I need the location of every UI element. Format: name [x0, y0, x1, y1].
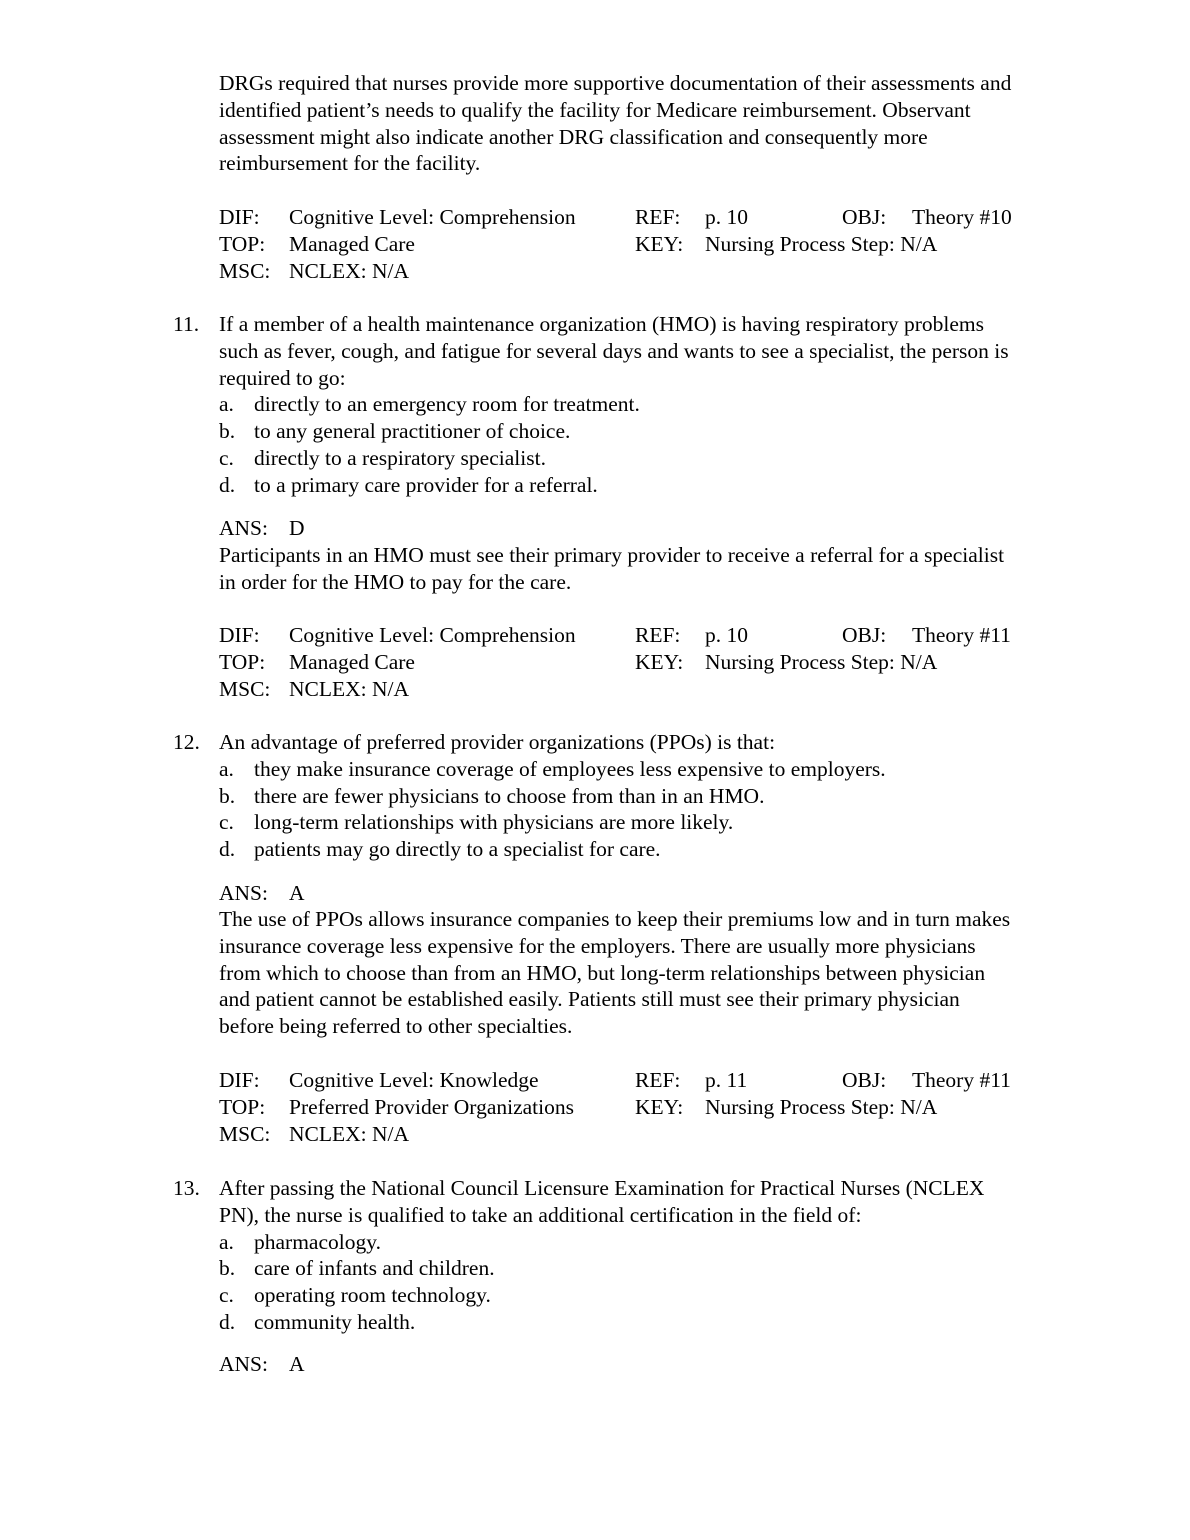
meta-row-msc: [219, 258, 1099, 285]
meta-row-top: [219, 649, 1099, 676]
answer-label: ANS:: [219, 1352, 268, 1376]
msc-value: NCLEX: N/A: [289, 676, 410, 701]
question-number: 11.: [173, 312, 200, 336]
meta-11: [219, 622, 1099, 702]
dif-label: DIF:: [219, 1068, 260, 1092]
option-d: [219, 1309, 1099, 1336]
msc-label: MSC:: [219, 1121, 271, 1146]
option-c: [219, 445, 1099, 472]
obj-label: OBJ:: [842, 623, 887, 647]
obj-label: OBJ:: [842, 1068, 887, 1092]
option-a: [219, 756, 1099, 783]
ref-label: REF:: [635, 1068, 681, 1092]
question-stem: [219, 311, 1099, 499]
key-value: Nursing Process Step: N/A: [705, 1094, 938, 1119]
option-letter: d.: [219, 1309, 236, 1334]
option-b: [219, 1255, 1099, 1282]
rationale-line: before being referred to other specialties.: [219, 1014, 573, 1039]
option-b: [219, 783, 1099, 810]
meta-row-top: [219, 1094, 1099, 1121]
key-value: Nursing Process Step: N/A: [705, 231, 938, 256]
option-b: [219, 418, 1099, 445]
top-label: TOP:: [219, 649, 266, 674]
top-label: TOP:: [219, 1094, 266, 1119]
msc-value: NCLEX: N/A: [289, 1121, 410, 1146]
option-letter: d.: [219, 837, 236, 862]
meta-row-dif: [219, 622, 1099, 649]
rationale-line: and patient cannot be established easily. Patients still must see their primary physician: [219, 987, 960, 1012]
rationale-line: The use of PPOs allows insurance companies to keep their premiums low and in turn makes: [219, 907, 1011, 931]
question-number: 13.: [173, 1176, 200, 1200]
option-letter: b.: [219, 419, 236, 444]
option-text: pharmacology.: [254, 1229, 381, 1254]
rationale-line: DRGs required that nurses provide more supportive documentation of their assessments and: [219, 71, 1012, 95]
dif-label: DIF:: [219, 205, 260, 229]
option-text: long-term relationships with physicians are more likely.: [254, 810, 734, 835]
option-letter: c.: [219, 445, 234, 470]
key-label: KEY:: [635, 649, 684, 674]
key-value: Nursing Process Step: N/A: [705, 649, 938, 674]
option-text: care of infants and children.: [254, 1256, 495, 1281]
option-letter: d.: [219, 472, 236, 497]
obj-label: OBJ:: [842, 205, 887, 229]
option-text: they make insurance coverage of employees less expensive to employers.: [254, 756, 886, 781]
option-c: [219, 1282, 1099, 1309]
option-a: [219, 391, 1099, 418]
top-value: Preferred Provider Organizations: [289, 1094, 574, 1119]
stem-line: required to go:: [219, 365, 346, 390]
option-letter: b.: [219, 783, 236, 808]
msc-value: NCLEX: N/A: [289, 258, 410, 283]
meta-row-top: [219, 231, 1099, 258]
obj-value: Theory #10: [912, 205, 1012, 229]
msc-label: MSC:: [219, 258, 271, 283]
rationale-line: from which to choose than from an HMO, but long-term relationships between physician: [219, 960, 986, 985]
ref-label: REF:: [635, 205, 681, 229]
ref-label: REF:: [635, 623, 681, 647]
option-a: [219, 1229, 1099, 1256]
option-letter: a.: [219, 756, 234, 781]
top-value: Managed Care: [289, 649, 415, 674]
top-value: Managed Care: [289, 231, 415, 256]
key-label: KEY:: [635, 231, 684, 256]
meta-row-dif: [219, 1067, 1099, 1094]
meta-12: [219, 1067, 1099, 1147]
rationale-line: assessment might also indicate another DRG classification and consequently more: [219, 124, 928, 149]
obj-value: Theory #11: [912, 1068, 1011, 1092]
key-label: KEY:: [635, 1094, 684, 1119]
meta-row-msc: [219, 1121, 1099, 1148]
option-text: directly to a respiratory specialist.: [254, 445, 546, 470]
option-text: to a primary care provider for a referral.: [254, 472, 598, 497]
ref-value: p. 11: [705, 1068, 748, 1092]
stem-line: If a member of a health maintenance organization (HMO) is having respiratory problems: [219, 312, 984, 336]
question-number: 12.: [173, 730, 200, 754]
option-letter: b.: [219, 1256, 236, 1281]
intro-meta: [219, 204, 1099, 284]
option-text: operating room technology.: [254, 1283, 491, 1308]
answer-label: ANS:: [219, 881, 268, 905]
obj-value: Theory #11: [912, 623, 1011, 647]
stem-line: An advantage of preferred provider organizations (PPOs) is that:: [219, 730, 776, 754]
rationale-11: [219, 542, 1099, 596]
option-text: to any general practitioner of choice.: [254, 419, 571, 444]
meta-row-msc: [219, 676, 1099, 703]
option-text: community health.: [254, 1309, 416, 1334]
option-text: directly to an emergency room for treatment.: [254, 392, 640, 417]
msc-label: MSC:: [219, 676, 271, 701]
intro-rationale: [219, 70, 1099, 177]
dif-label: DIF:: [219, 623, 260, 647]
option-letter: a.: [219, 1229, 234, 1254]
option-text: patients may go directly to a specialist for care.: [254, 837, 661, 862]
option-letter: a.: [219, 392, 234, 417]
stem-line: After passing the National Council Licensure Examination for Practical Nurses (NCLEX: [219, 1176, 985, 1200]
answer-value: A: [289, 1352, 305, 1376]
answer-value: D: [289, 516, 305, 540]
stem-line: such as fever, cough, and fatigue for several days and wants to see a specialist, the person is: [219, 338, 1009, 363]
rationale-line: reimbursement for the facility.: [219, 151, 481, 176]
option-text: there are fewer physicians to choose from than in an HMO.: [254, 783, 765, 808]
question-stem: [219, 1175, 1099, 1336]
option-d: [219, 836, 1099, 863]
stem-line: PN), the nurse is qualified to take an additional certification in the field of:: [219, 1202, 862, 1227]
ref-value: p. 10: [705, 205, 748, 229]
top-label: TOP:: [219, 231, 266, 256]
option-letter: c.: [219, 810, 234, 835]
meta-row-dif: [219, 204, 1099, 231]
question-stem: [219, 729, 1099, 863]
answer-value: A: [289, 881, 305, 905]
answer-label: ANS:: [219, 516, 268, 540]
rationale-line: Participants in an HMO must see their primary provider to receive a referral for a specialist: [219, 543, 1005, 567]
rationale-line: identified patient’s needs to qualify the facility for Medicare reimbursement. Observant: [219, 97, 971, 122]
ref-value: p. 10: [705, 623, 748, 647]
rationale-12: [219, 906, 1099, 1040]
dif-value: Cognitive Level: Comprehension: [289, 205, 576, 229]
option-d: [219, 472, 1099, 499]
dif-value: Cognitive Level: Comprehension: [289, 623, 576, 647]
rationale-line: insurance coverage less expensive for the employers. There are usually more physicians: [219, 933, 976, 958]
dif-value: Cognitive Level: Knowledge: [289, 1068, 539, 1092]
option-letter: c.: [219, 1283, 234, 1308]
option-c: [219, 809, 1099, 836]
rationale-line: in order for the HMO to pay for the care.: [219, 569, 572, 594]
